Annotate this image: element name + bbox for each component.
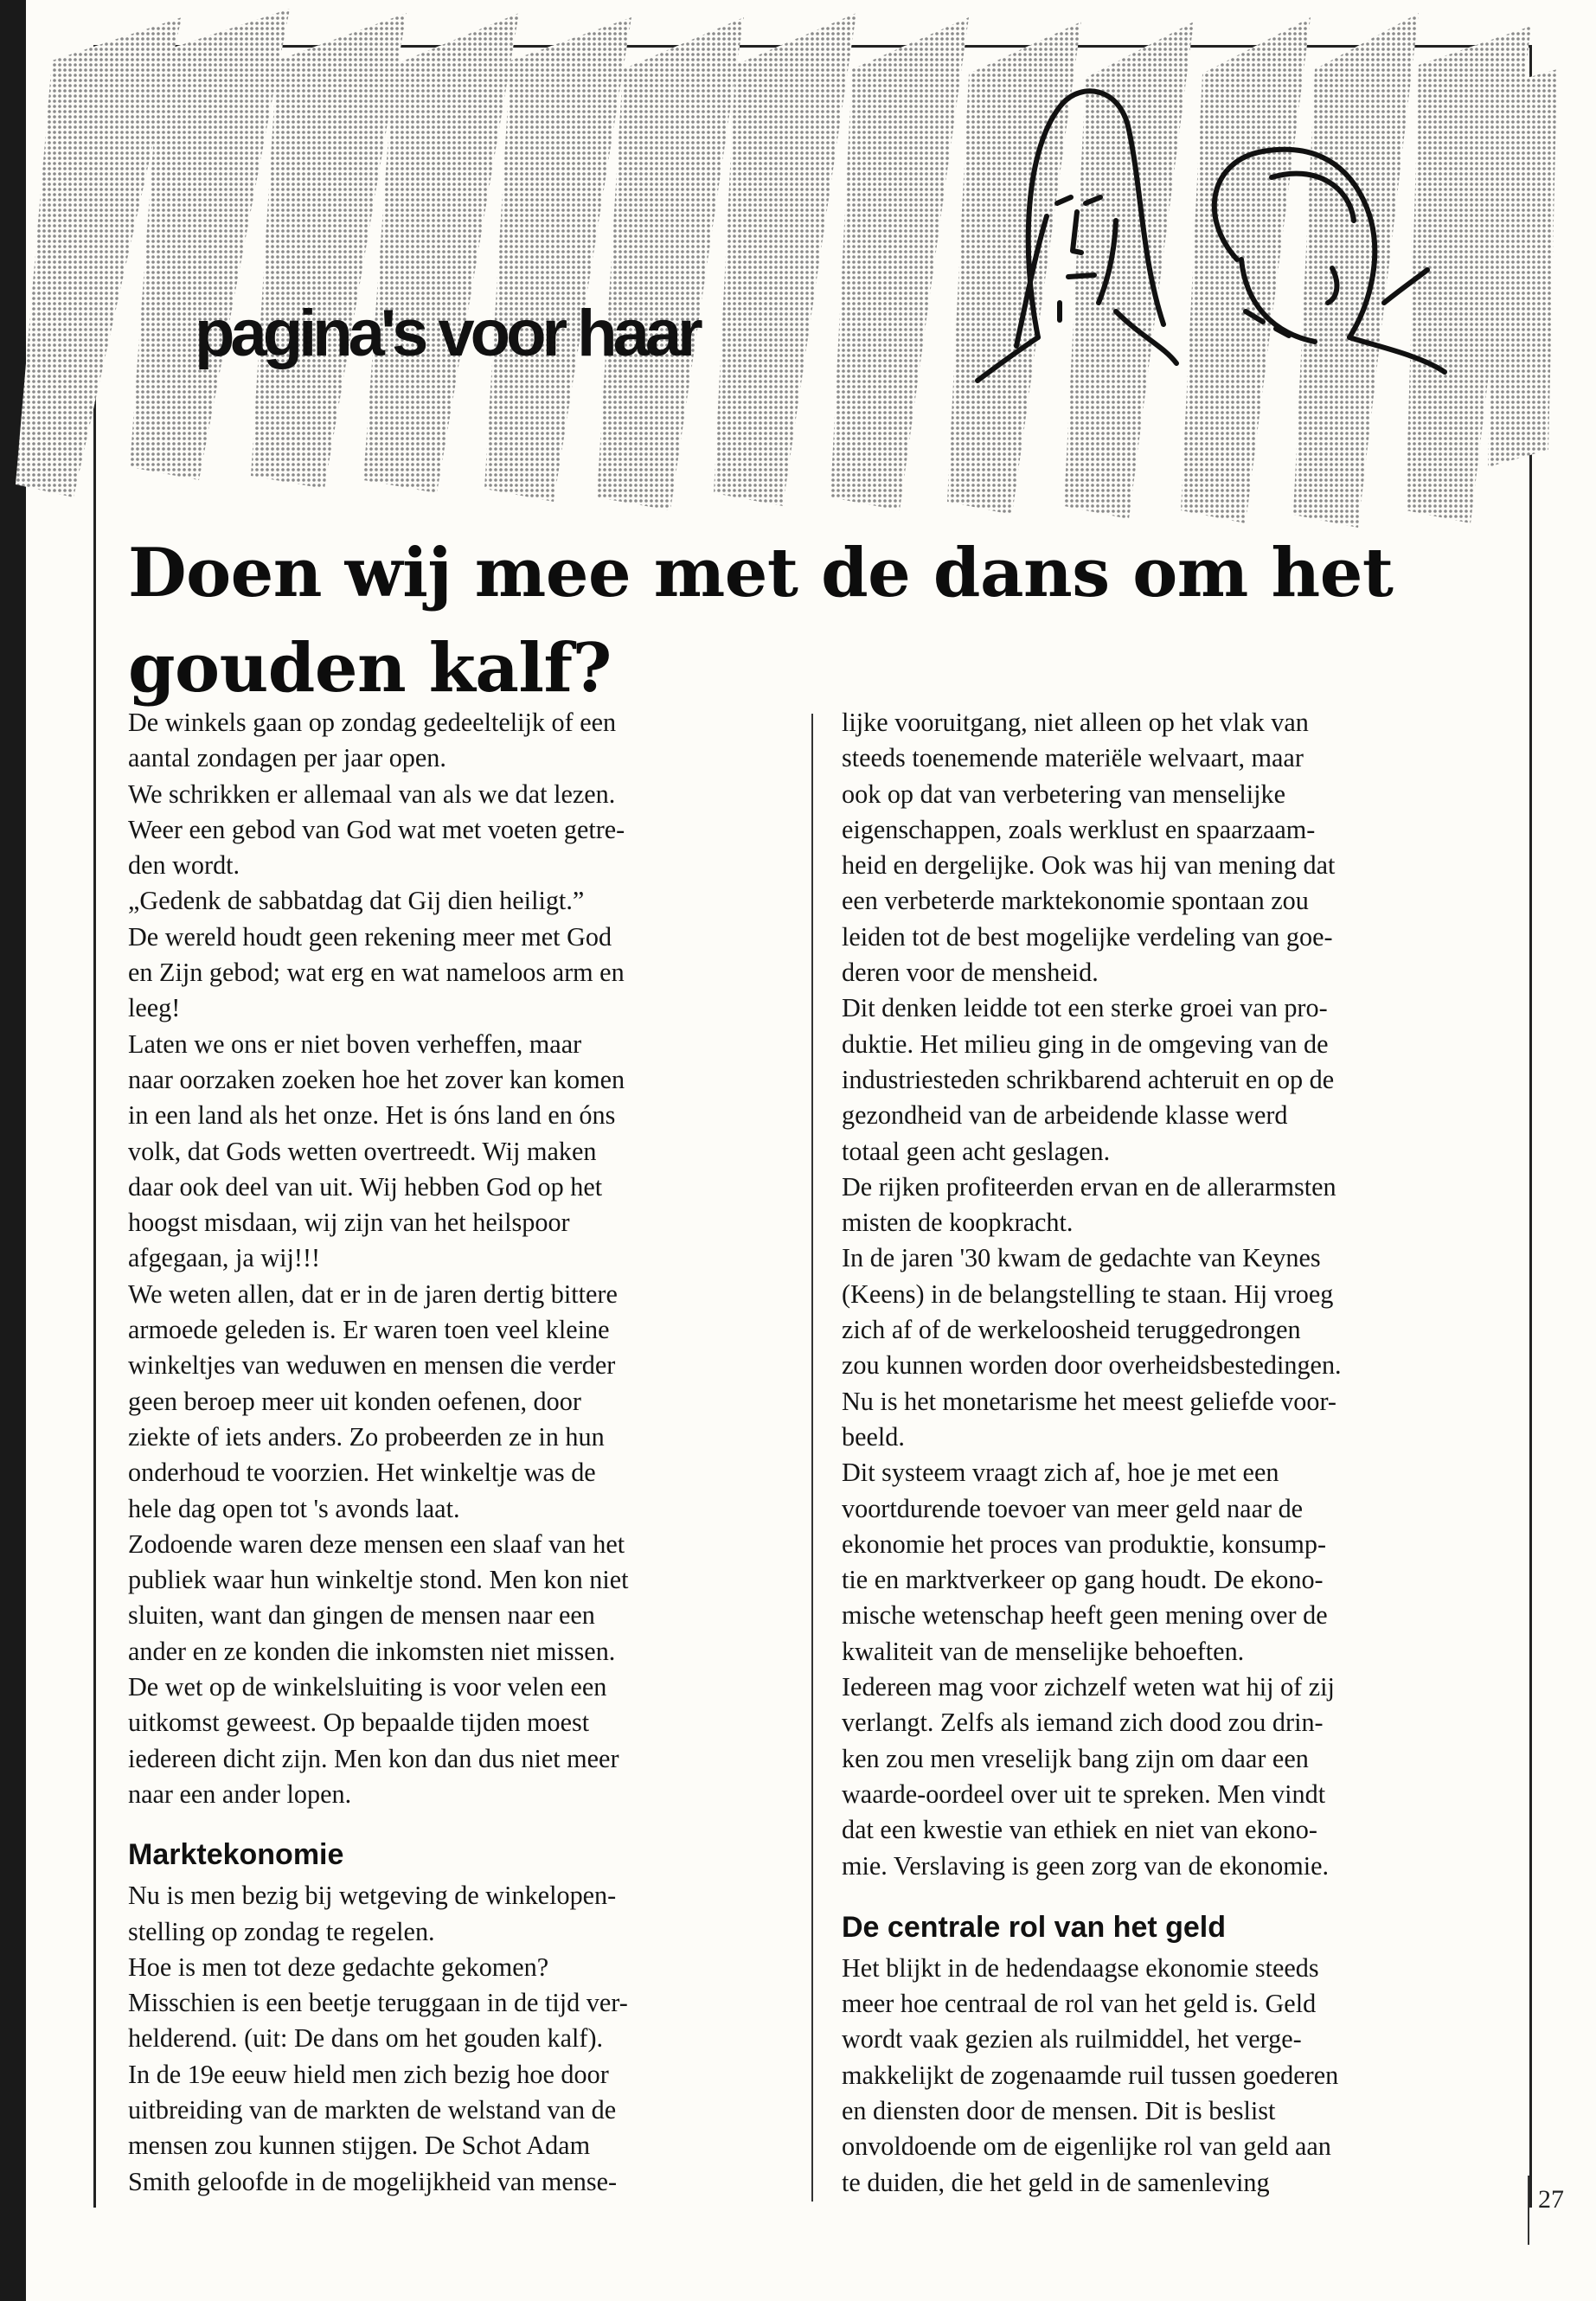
text-line: iedereen dicht zijn. Men kon dan dus niet meer — [128, 1743, 619, 1773]
text-line: Smith geloofde in de mogelijkheid van mense- — [128, 2166, 618, 2196]
text-line: en diensten door de mensen. Dit is beslist — [842, 2095, 1276, 2125]
text-line: kwaliteit van de menselijke behoeften. — [842, 1636, 1245, 1666]
text-line: Dit systeem vraagt zich af, hoe je met een — [842, 1458, 1279, 1488]
text-line: sluiten, want dan gingen de mensen naar een — [128, 1600, 595, 1631]
halftone-brush-strokes — [16, 9, 1557, 528]
text-line: De rijken profiteerden ervan en de allerarmsten — [842, 1171, 1336, 1202]
text-line: naar een ander lopen. — [128, 1779, 352, 1809]
right-column — [842, 705, 1499, 2201]
text-line: tie en marktverkeer op gang houdt. De ekono- — [842, 1565, 1324, 1595]
text-line: onvoldoende om de eigenlijke rol van geld aan — [842, 2131, 1331, 2162]
text-line: daar ook deel van uit. Wij hebben God op het — [128, 1171, 603, 1202]
right-section — [842, 1951, 1499, 2201]
text-line: den wordt. — [128, 850, 240, 881]
text-line: De wereld houdt geen rekening meer met God — [128, 921, 612, 952]
column-divider — [811, 714, 813, 2202]
text-line: meer hoe centraal de rol van het geld is. Geld — [842, 1989, 1317, 2019]
right-body — [842, 705, 1499, 1884]
text-line: In de 19e eeuw hield men zich bezig hoe door — [128, 2059, 609, 2089]
left-intro — [128, 705, 785, 1812]
text-line: dat een kwestie van ethiek en niet van ekono- — [842, 1815, 1317, 1845]
text-line: duktie. Het milieu ging in de omgeving van de — [842, 1029, 1329, 1059]
text-line: ziekte of iets anders. Zo probeerden ze in hun — [128, 1421, 605, 1452]
text-line: naar oorzaken zoeken hoe het zover kan komen — [128, 1064, 625, 1094]
text-line: mensen zou kunnen stijgen. De Schot Adam — [128, 2131, 591, 2161]
text-line: afgegaan, ja wij!!! — [128, 1243, 321, 1273]
text-line: zich af of de werkeloosheid teruggedrongen — [842, 1315, 1301, 1345]
text-line: Misschien is een beetje teruggaan in de tijd ver- — [128, 1988, 628, 2018]
text-line: deren voor de mensheid. — [842, 958, 1099, 988]
text-line: armoede geleden is. Er waren toen veel kleine — [128, 1315, 610, 1345]
text-line: leeg! — [128, 993, 181, 1023]
text-line: een verbeterde marktekonomie spontaan zou — [842, 886, 1309, 916]
text-line: leiden tot de best mogelijke verdeling van goe- — [842, 921, 1333, 952]
text-line: uitkomst geweest. Op bepaalde tijden moest — [128, 1708, 590, 1738]
text-line: winkeltjes van weduwen en mensen die verder — [128, 1350, 616, 1381]
text-line: hoogst misdaan, wij zijn van het heilspoor — [128, 1208, 570, 1238]
text-line: lijke vooruitgang, niet alleen op het vlak van — [842, 708, 1309, 737]
text-line: in een land als het onze. Het is óns land en óns — [128, 1100, 616, 1131]
article-title: Doen wij mee met de dans om het gouden kalf? — [128, 534, 1394, 708]
text-line: mische wetenschap heeft geen mening over de — [842, 1600, 1328, 1631]
text-line: Nu is het monetarisme het meest geliefde voor- — [842, 1386, 1336, 1416]
text-line: ken zou men vreselijk bang zijn om daar een — [842, 1743, 1309, 1773]
text-line: publiek waar hun winkeltje stond. Men kon niet — [128, 1565, 629, 1595]
text-line: Hoe is men tot deze gedachte gekomen? — [128, 1952, 549, 1982]
folio-rule — [1528, 2176, 1529, 2245]
text-line: stelling op zondag te regelen. — [128, 1916, 435, 1946]
text-line: eigenschappen, zoals werklust en spaarzaam- — [842, 814, 1316, 844]
text-line: totaal geen acht geslagen. — [842, 1136, 1111, 1166]
text-line: uitbreiding van de markten de welstand van de — [128, 2094, 617, 2125]
section-label: pagina's voor haar — [195, 297, 699, 370]
text-line: Laten we ons er niet boven verheffen, maar — [128, 1029, 582, 1059]
text-line: beeld. — [842, 1421, 905, 1452]
left-section — [128, 1878, 785, 2200]
text-line: verlangt. Zelfs als iemand zich dood zou drin- — [842, 1708, 1324, 1738]
text-line: Zodoende waren deze mensen een slaaf van het — [128, 1529, 625, 1559]
text-line: We weten allen, dat er in de jaren dertig bittere — [128, 1279, 618, 1309]
text-line: Iedereen mag voor zichzelf weten wat hij of zij — [842, 1672, 1335, 1702]
text-line: De winkels gaan op zondag gedeeltelijk of een — [128, 708, 617, 737]
text-line: volk, dat Gods wetten overtreedt. Wij maken — [128, 1136, 597, 1166]
text-line: mie. Verslaving is geen zorg van de ekonomie. — [842, 1850, 1330, 1881]
text-line: misten de koopkracht. — [842, 1208, 1074, 1238]
header-illustration — [0, 0, 1596, 554]
text-line: aantal zondagen per jaar open. — [128, 743, 446, 773]
text-line: gezondheid van de arbeidende klasse werd — [842, 1100, 1288, 1131]
text-line: makkelijkt de zogenaamde ruil tussen goederen — [842, 2060, 1339, 2090]
text-line: Het blijkt in de hedendaagse ekonomie steeds — [842, 1952, 1319, 1983]
text-line: ekonomie het proces van produktie, konsump- — [842, 1529, 1327, 1559]
text-line: onderhoud te voorzien. Het winkeltje was de — [128, 1458, 596, 1488]
text-line: geen beroep meer uit konden oefenen, door — [128, 1386, 581, 1416]
text-line: (Keens) in de belangstelling te staan. Hij vroeg — [842, 1279, 1334, 1309]
text-line: steeds toenemende materiële welvaart, maar — [842, 743, 1304, 773]
text-line: helderend. (uit: De dans om het gouden kalf). — [128, 2023, 604, 2054]
text-line: te duiden, die het geld in de samenleving — [842, 2167, 1270, 2197]
text-line: Nu is men bezig bij wetgeving de winkelopen- — [128, 1881, 617, 1911]
text-line: In de jaren '30 kwam de gedachte van Keynes — [842, 1243, 1321, 1273]
text-line: ook op dat van verbetering van menselijke — [842, 779, 1286, 809]
subheading-centrale-rol: De centrale rol van het geld — [842, 1910, 1227, 1944]
text-line: en Zijn gebod; wat erg en wat nameloos arm en — [128, 958, 625, 988]
text-line: Dit denken leidde tot een sterke groei van pro- — [842, 993, 1328, 1023]
text-line: zou kunnen worden door overheidsbestedingen. — [842, 1350, 1342, 1381]
text-line: ander en ze konden die inkomsten niet missen. — [128, 1636, 616, 1666]
text-line: waarde-oordeel over uit te spreken. Men vindt — [842, 1779, 1326, 1809]
page-number: 27 — [1538, 2185, 1564, 2214]
text-line: Weer een gebod van God wat met voeten getre- — [128, 814, 625, 844]
text-line: industriesteden schrikbarend achteruit en op de — [842, 1064, 1335, 1094]
text-line: De wet op de winkelsluiting is voor velen een — [128, 1672, 607, 1702]
text-line: We schrikken er allemaal van als we dat lezen. — [128, 779, 616, 809]
text-line: heid en dergelijke. Ook was hij van mening dat — [842, 850, 1336, 881]
left-column — [128, 705, 785, 2200]
subheading-marktekonomie: Marktekonomie — [128, 1838, 344, 1872]
text-line: wordt vaak gezien als ruilmiddel, het verge- — [842, 2024, 1302, 2054]
text-line: hele dag open tot 's avonds laat. — [128, 1493, 460, 1523]
text-line: voortdurende toevoer van meer geld naar de — [842, 1493, 1304, 1523]
text-line: „Gedenk de sabbatdag dat Gij dien heiligt.” — [128, 886, 585, 916]
